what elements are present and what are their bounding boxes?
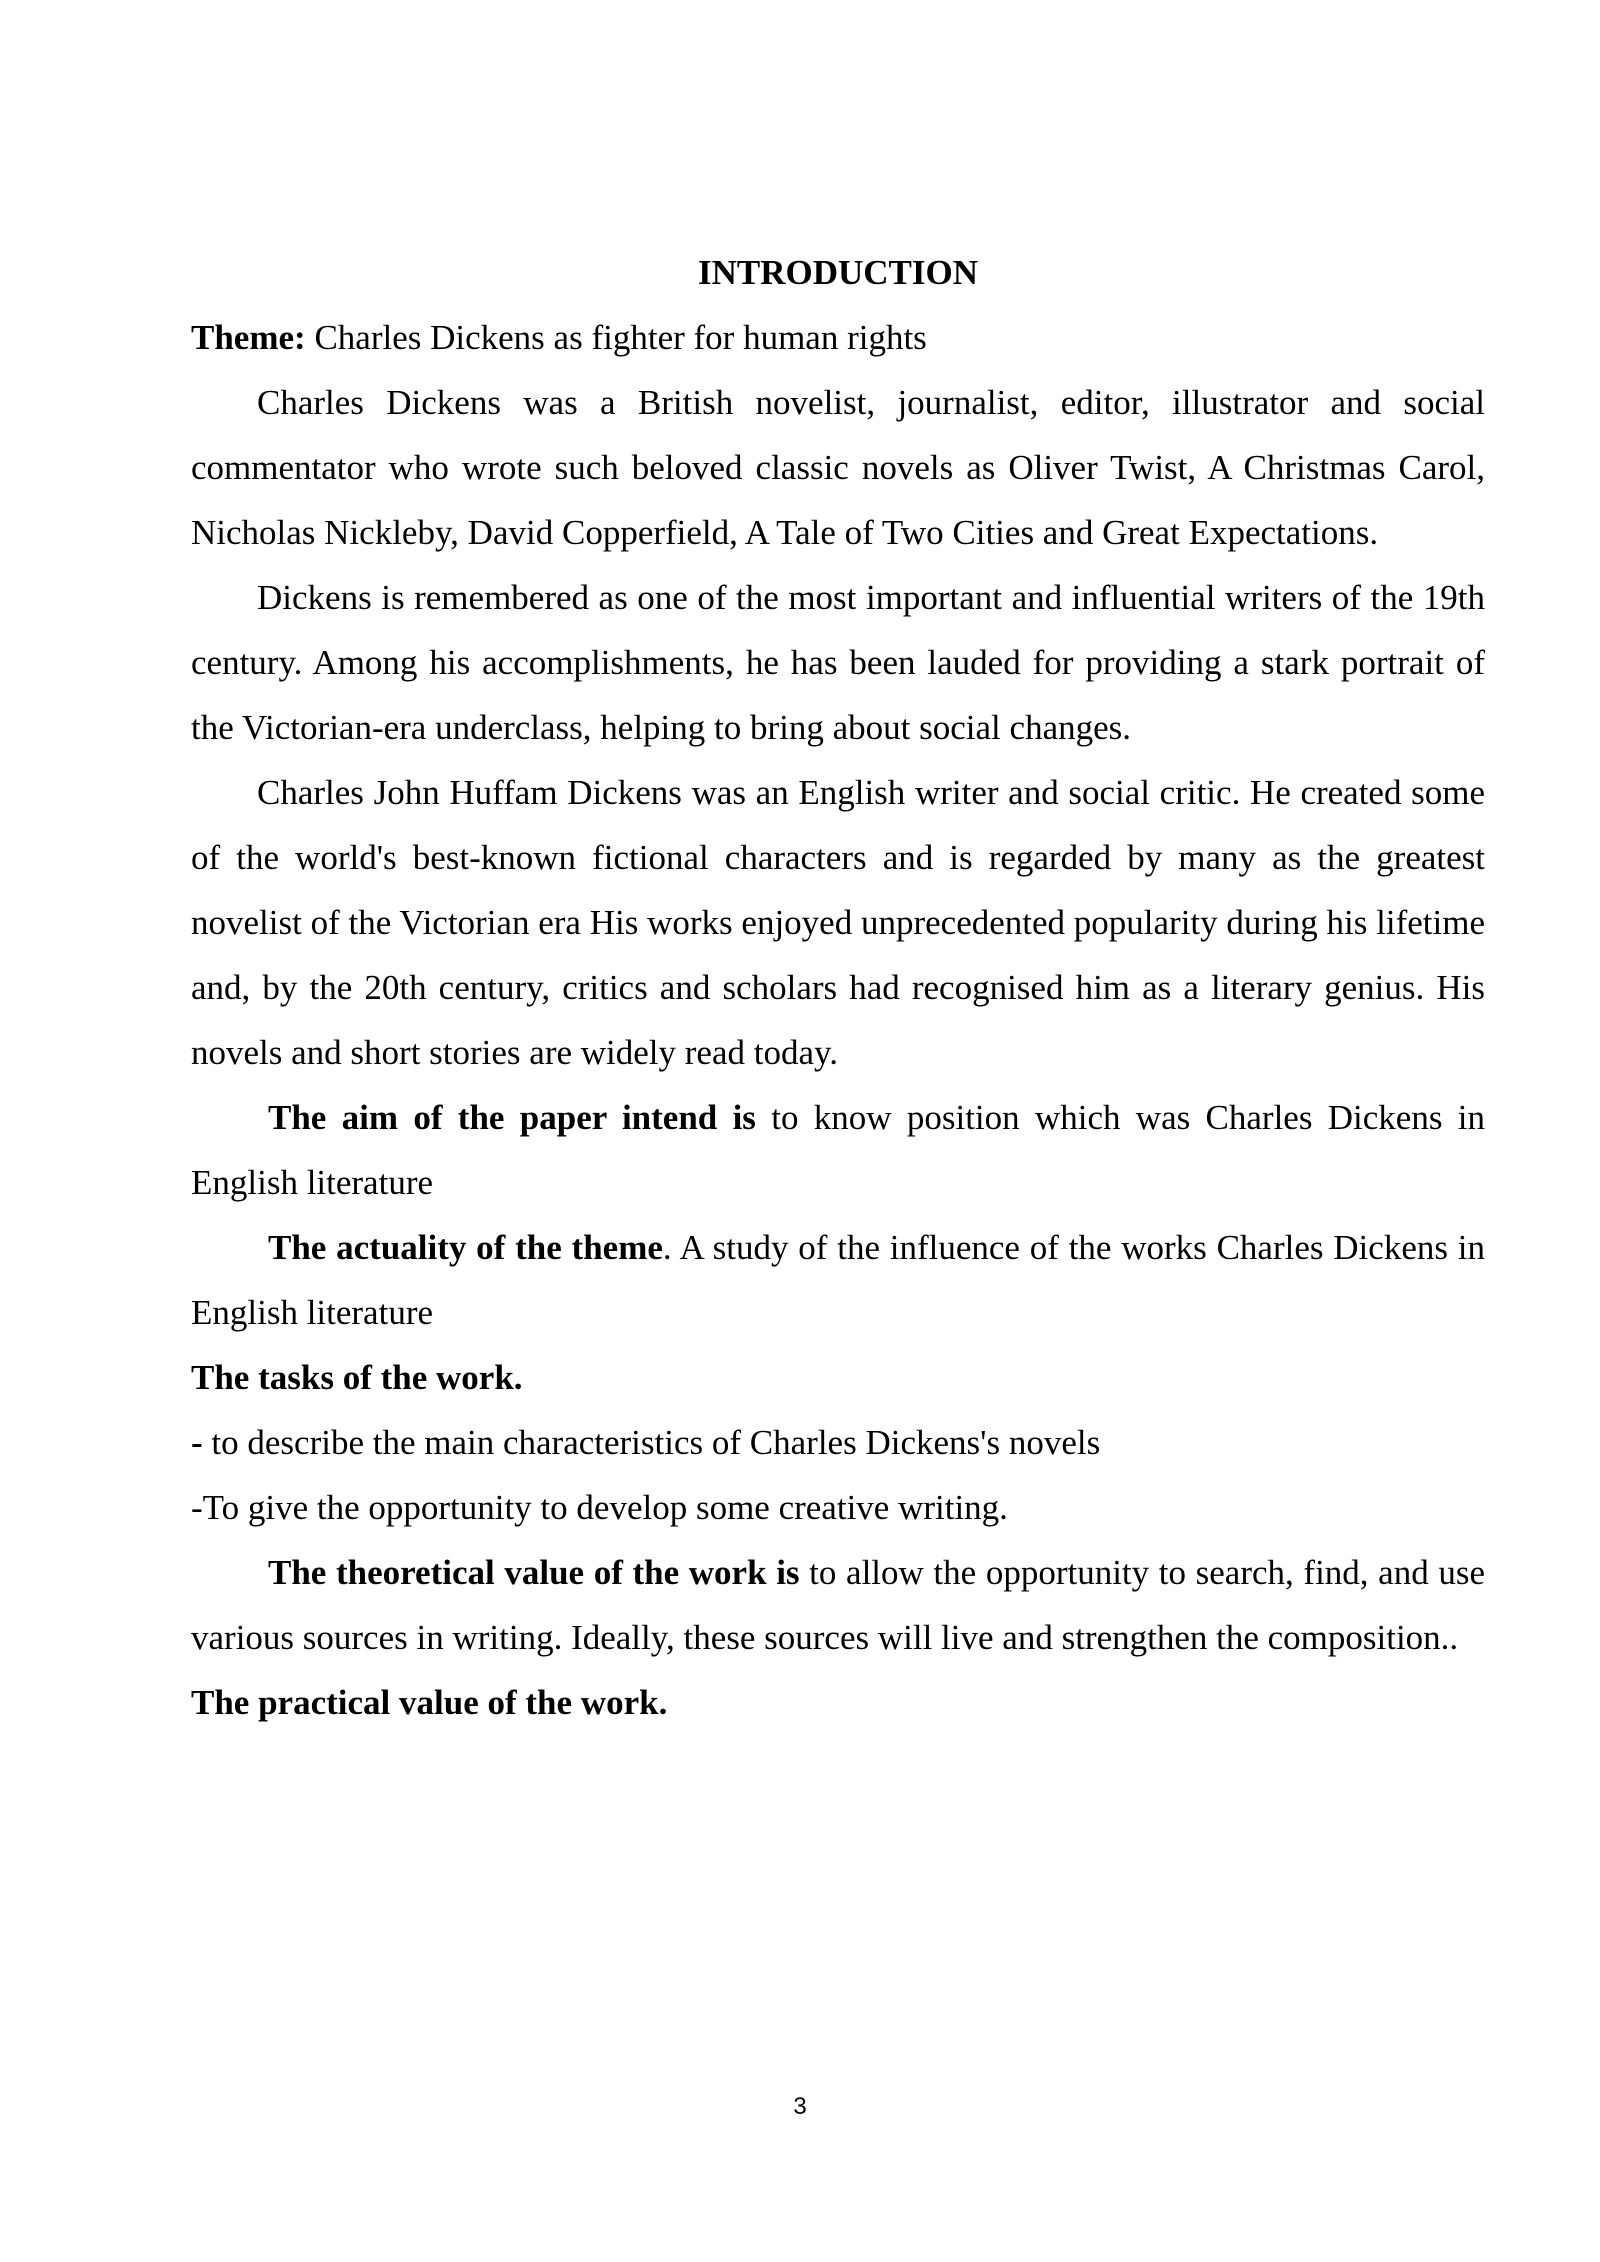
paragraph-critic: Charles John Huffam Dickens was an English writer and social critic. He created some of the world's best-known fictional characters and is regarded by many as the greatest novelist of the Victorian era His works enjoyed unprecedented popularity during his lifetime and, by the 20th century, critics and scholars had recognised him as a literary genius. His novels and short stories are widely read today. — [191, 773, 1485, 1072]
paragraph-biography: Charles Dickens was a British novelist, journalist, editor, illustrator and social commentator who wrote such beloved classic novels as Oliver Twist, A Christmas Carol, Nicholas Nickleby, David Copperfield, A Tale of Two Cities and Great Expectations. — [191, 383, 1485, 552]
section-heading: INTRODUCTION — [697, 253, 979, 292]
page-number: 3 — [793, 2093, 807, 2120]
task-item — [191, 1410, 1485, 1475]
tasks-label: The tasks of the work. — [191, 1358, 523, 1397]
theme-label: Theme: — [191, 318, 306, 357]
task-item-marker: - — [191, 1423, 203, 1462]
theoretical-text: to allow the opportunity to search, find, and use various sources in writing. Ideally, these sources will live and strengthen the composition.. — [191, 1553, 1485, 1657]
paragraph-legacy: Dickens is remembered as one of the most important and influential writers of the 19th century. Among his accomplishments, he has been lauded for providing a stark portrait of the Victorian-era underclass, helping to bring about social changes. — [191, 578, 1485, 747]
aim-paragraph — [191, 1085, 1485, 1215]
practical-heading — [191, 1670, 1485, 1735]
actuality-text: . A study of the influence of the works Charles Dickens in English literature — [191, 1228, 1485, 1332]
theme-text: Charles Dickens as fighter for human rights — [305, 318, 927, 357]
actuality-paragraph — [191, 1215, 1485, 1345]
task-item — [191, 1475, 1485, 1540]
task-item-text: to describe the main characteristics of Charles Dickens's novels — [202, 1423, 1101, 1462]
theoretical-label: The theoretical value of the work is — [268, 1553, 800, 1592]
tasks-heading — [191, 1345, 1485, 1410]
aim-label: The aim of the paper intend is — [268, 1098, 756, 1137]
task-item-text: -To give the opportunity to develop some creative writing. — [191, 1488, 1008, 1527]
practical-label: The practical value of the work. — [191, 1683, 668, 1722]
actuality-label: The actuality of the theme — [268, 1228, 663, 1267]
document-body — [191, 240, 1485, 1735]
aim-text: to know position which was Charles Dickens in English literature — [191, 1098, 1485, 1202]
theoretical-paragraph — [191, 1540, 1485, 1670]
theme-line — [191, 305, 1485, 370]
